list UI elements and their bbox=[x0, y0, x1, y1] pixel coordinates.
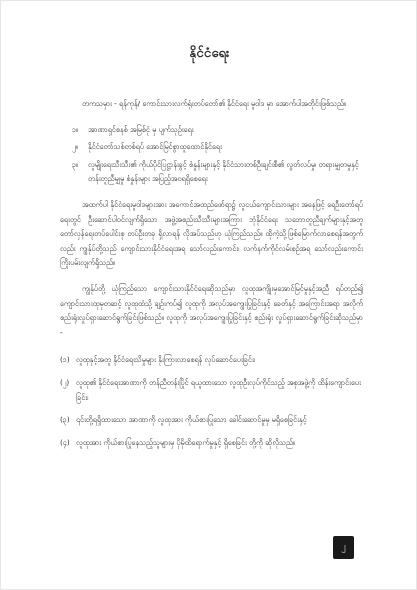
point-text: ၎င်းတို့ရရှိထားသော အာဏာကို လူထုအား ကိုယ်စားပြုသော ခေါင်းဆောင်မှုမှ မရှိစေခြင်းနှင့် bbox=[76, 415, 307, 425]
page-number-badge: ၂ bbox=[333, 536, 354, 559]
goal-text: အာဏာရှင်စနစ် အမြစ်ငုံ မှ ပျက်သုဉ်းရေး bbox=[88, 124, 194, 134]
document-body bbox=[60, 97, 363, 458]
page-title: နိုင်ငံရေး bbox=[189, 46, 230, 61]
point-item bbox=[60, 413, 363, 428]
point-text: လူထုနှင့်အတူ နိုင်ငံရေးသိမှုများ နိုးကြားလာစေရန် လုပ်ဆောင်ပေးခြင်း၊ bbox=[76, 355, 255, 365]
goal-item bbox=[60, 158, 363, 187]
body-paragraph: ကျွန်ုပ်တို့ ယုံကြည်သော ကျောင်းသားနိုင်ငံရေးဆိုသည်မှာ လူထုအကျိုးမှအောင်မြင်မှုနှင့်အညီ ရပ်တည်၍ ကျောင်းသားထုမှတဆင့် လူထုထံသို့ ချဉ်းကပ်၍ လူထုကို အလုပ်အကျွေးပြုခြင်းနှင့် ခေတ်နှင့် အကြောင်းအရာ အလိုက် စည်းရုံးလှုပ်ရှားဆောင်ရွက်ခြင်းဖြစ်သည်။ လူထုကို အလုပ်အကျွေးပြုခြင်းနှင့် စည်းရုံး လှုပ်ရှားဆောင်ရွက်ခြင်းဆိုသည်မှာ - bbox=[60, 283, 363, 337]
goals-list bbox=[60, 123, 363, 187]
goal-text: လူမျိုးရေးသီးသီး၏ ကိုယ်ပိုင်ပြဋ္ဌာန်းခွင့် စံနှုန်းများနှင့် နိုင်ငံသားတစ်ဦးချင်းစီ၏ လွတ်လပ်မှု၊ တရားမျှတမှုနှင့် တန်းတူညီမျှမှု စံနှုန်းများ အပြည့်အဝရရှိစေရေး bbox=[88, 159, 359, 184]
point-number: (၃) bbox=[60, 415, 70, 425]
point-text: လူထု၏ နိုင်ငံရေးအာဏာကို တန်ညီတန်းပြိုင် ရယူထားသော လူထုဦးလုပ်ကိုင်သည့် အစုအဖွဲ့ကို ထိန်းကျောင်းပေးခြင်း၊ bbox=[76, 377, 361, 402]
goal-item bbox=[60, 123, 363, 138]
points-list bbox=[60, 353, 363, 450]
point-item bbox=[60, 436, 363, 451]
point-number: (၄) bbox=[60, 437, 70, 447]
point-number: (၂) bbox=[60, 377, 70, 387]
point-number: (၁) bbox=[60, 355, 70, 365]
goal-text: နိုင်ငံတော်သစ်တစ်ရပ် အောင်မြင်စွာထူထောင်နိုင်ရေး bbox=[88, 142, 222, 152]
goal-number: ၃။ bbox=[72, 159, 79, 169]
intro-paragraph: တကသမှား - ရန်ကုန်/ ကောင်းသားလက်ရုံးတပ်တော်၏ နိုင်ငံရေး မူဝါဒ မှာ အောက်ပါအတိုင်းဖြစ်သည်။ bbox=[82, 99, 347, 108]
goal-number: ၁။ bbox=[72, 124, 79, 134]
body-paragraph: အထက်ပါ နိုင်ငံရေးမူဝါဒများအား အကောင်အထည်ဖော်ရာ၌ လူငယ်ကျောင်းသားများ အနေဖြင့် ရေဦးတော်ရပ်ရေးတွင် ဦးဆောင်ပါဝင်လျက်ရှိသော အဖွဲ့အစည်းသီးသီးများအကြား ဘုံနိုင်ငံရေး သဘောတူညီချက်များနှင့်အတူ တော်လှန်ရေးတပ်ပေါင်းစု တပ်ဦးတခု ရှိလာရန် လိုအပ်သည်ဟု ယုံကြည်သည်။ ထိုကဲ့သို့ဖြစ်မြောက်လာစေရန်အတွက်လည်း ကျွန်ုပ်တို့သည် ကျောင်းသားနိုင်ငံရေးအရ သော်လည်းကောင်း၊ လက်နက်ကိုင်လမ်းစဉ်အရ သော်လည်းကောင်း ကြိုးပမ်းလျက်ရှိသည်။ bbox=[60, 199, 363, 268]
point-item bbox=[60, 376, 363, 405]
point-text: လူထုအား ကိုယ်စားပြုနေသည့်သူများမှ ပိုမိုထိရောက်မှုနှင့် ရှိစေခြင်း တို့ကို ဆိုလိုသည်။ bbox=[76, 437, 296, 447]
point-item bbox=[60, 353, 363, 368]
goal-item bbox=[60, 140, 363, 155]
goal-number: ၂။ bbox=[72, 142, 78, 152]
